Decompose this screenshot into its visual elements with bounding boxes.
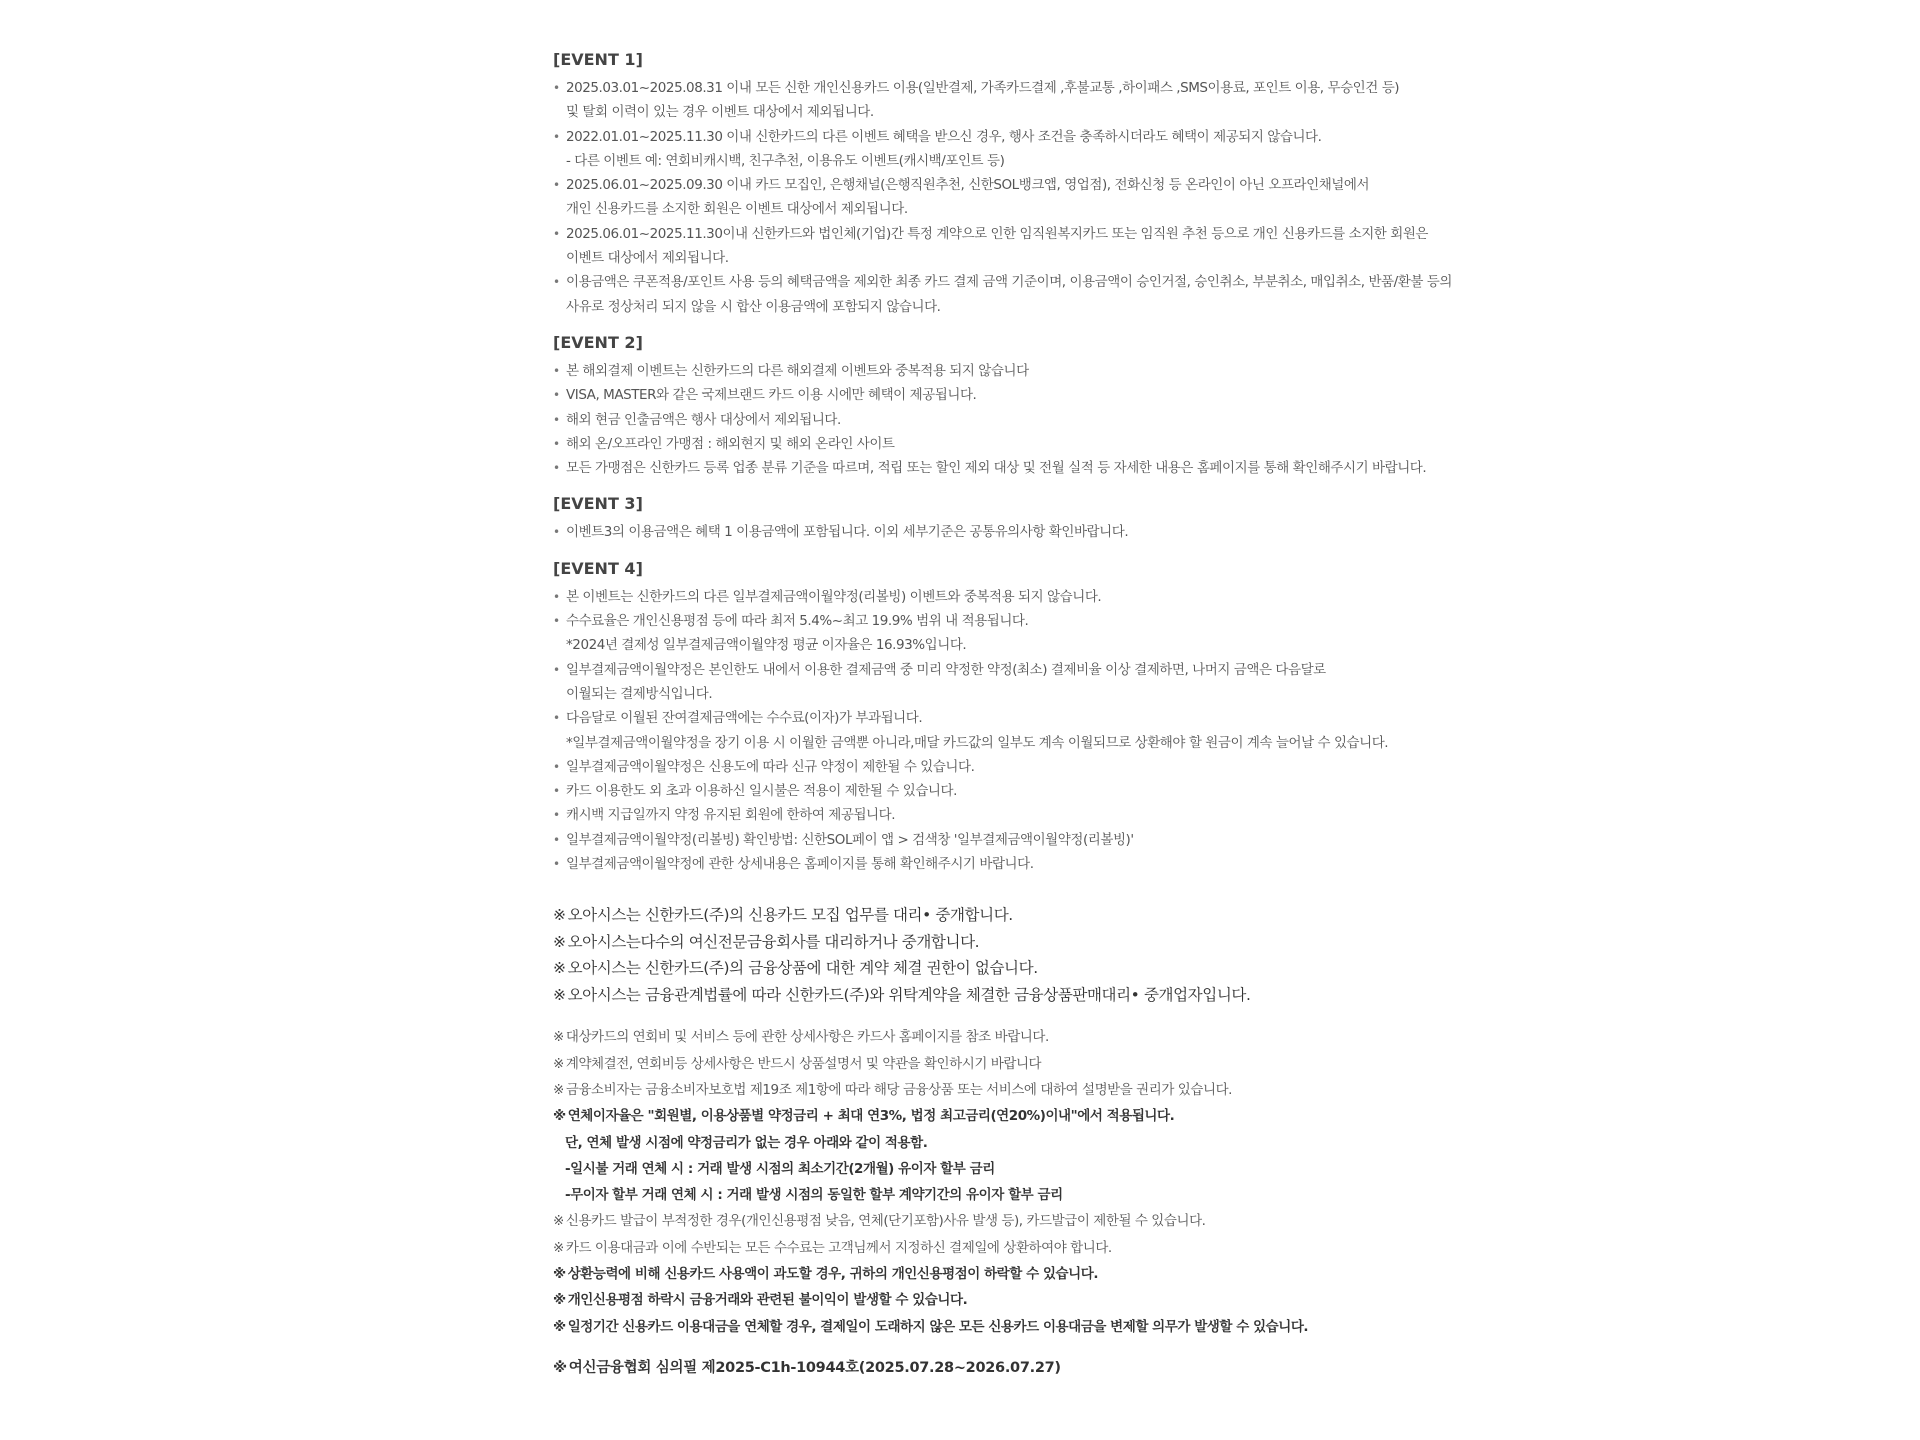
- event-item: [553, 432, 1553, 456]
- general-notice: [553, 1051, 1553, 1077]
- event-title: [EVENT 3]: [553, 494, 643, 514]
- general-notice-text: 단, 연체 발생 시점에 약정금리가 없는 경우 아래와 같이 적용함.: [565, 1134, 928, 1151]
- reference-mark: ※: [553, 906, 566, 925]
- reference-mark: ※: [553, 1213, 564, 1230]
- event-item-list: [553, 76, 1553, 319]
- general-notice-text: 일정기간 신용카드 이용대금을 연체할 경우, 결제일이 도래하지 않은 모든 신용카드 이용대금을 변제할 의무가 발생할 수 있습니다.: [567, 1318, 1309, 1335]
- event-item: [553, 408, 1553, 432]
- reference-mark: ※: [553, 1265, 566, 1282]
- general-notice-line: [553, 1077, 1553, 1103]
- general-notice-line: [553, 1130, 1553, 1156]
- general-notice-text: -일시불 거래 연체 시 : 거래 발생 시점의 최소기간(2개월) 유이자 할부 금리: [565, 1160, 995, 1177]
- approval-mark: ※: [553, 1359, 567, 1376]
- event-item-line: • 일부결제금액이월약정은 신용도에 따라 신규 약정이 제한될 수 있습니다.: [566, 758, 975, 775]
- general-notice-line: [553, 1103, 1553, 1129]
- event-item: [553, 706, 1553, 755]
- general-notice-text: 금융소비자는 금융소비자보호법 제19조 제1항에 따라 해당 금융상품 또는 서비스에 대하여 설명받을 권리가 있습니다.: [565, 1081, 1233, 1098]
- general-notice: [553, 1208, 1553, 1234]
- event-item: [553, 125, 1553, 174]
- agent-notice: [553, 929, 1553, 956]
- event-item-line: • 다음달로 이월된 잔여결제금액에는 수수료(이자)가 부과됩니다.: [566, 710, 923, 727]
- event-item-line: • 2022.01.01~2025.11.30 이내 신한카드의 다른 이벤트 혜택을 받으신 경우, 행사 조건을 충족하시더라도 혜택이 제공되지 않습니다.: [566, 128, 1322, 145]
- agent-notice-text: 오아시스는 신한카드(주)의 금융상품에 대한 계약 체결 권한이 없습니다.: [567, 959, 1038, 978]
- agent-notice-list: [553, 902, 1553, 1008]
- event-item-line: • 일부결제금액이월약정은 본인한도 내에서 이용한 결제금액 중 미리 약정한 약정(최소) 결제비율 이상 결제하면, 나머지 금액은 다음달로: [566, 661, 1326, 678]
- reference-mark: ※: [553, 985, 566, 1004]
- agent-notice-text: 오아시스는다수의 여신전문금융회사를 대리하거나 중개합니다.: [567, 932, 980, 951]
- event-item-line: • 카드 이용한도 외 초과 이용하신 일시불은 적용이 제한될 수 있습니다.: [566, 783, 957, 800]
- notice-document: [553, 48, 1553, 1377]
- general-notice-text: 연체이자율은 "회원별, 이용상품별 약정금리 + 최대 연3%, 법정 최고금리(연20%)이내"에서 적용됩니다.: [567, 1108, 1175, 1125]
- event-item-line: • 본 해외결제 이벤트는 신한카드의 다른 해외결제 이벤트와 중복적용 되지 않습니다: [566, 362, 1029, 379]
- event-item: [553, 585, 1553, 609]
- general-notice: [553, 1077, 1553, 1103]
- general-notice: [553, 1024, 1553, 1050]
- agent-notice: [553, 955, 1553, 982]
- event-item-line: • 2025.06.01~2025.09.30 이내 카드 모집인, 은행채널(은행직원추천, 신한SOL뱅크앱, 영업점), 전화신청 등 온라인이 아닌 오프라인채널에서: [566, 177, 1370, 194]
- event-item-line: *2024년 결제성 일부결제금액이월약정 평균 이자율은 16.93%입니다.: [566, 637, 967, 654]
- event-item: [553, 779, 1553, 803]
- reference-mark: ※: [553, 1292, 566, 1309]
- event-item: [553, 173, 1553, 222]
- general-notice-line: [553, 1051, 1553, 1077]
- reference-mark: ※: [553, 1108, 566, 1125]
- general-notice: [553, 1235, 1553, 1261]
- reference-mark: ※: [553, 1081, 564, 1098]
- event-item: [553, 828, 1553, 852]
- event-item: [553, 755, 1553, 779]
- event-item-line: • 해외 온/오프라인 가맹점 : 해외현지 및 해외 온라인 사이트: [566, 435, 895, 452]
- general-notice: [553, 1103, 1553, 1208]
- general-notice-text: 신용카드 발급이 부적정한 경우(개인신용평점 낮음, 연체(단기포함)사유 발생 등), 카드발급이 제한될 수 있습니다.: [565, 1213, 1206, 1230]
- event-item-line: • VISA, MASTER와 같은 국제브랜드 카드 이용 시에만 혜택이 제공됩니다.: [566, 387, 977, 404]
- agent-notice-text: 오아시스는 금융관계법률에 따라 신한카드(주)와 위탁계약을 체결한 금융상품판매대리• 중개업자입니다.: [567, 985, 1251, 1004]
- general-notice: [553, 1261, 1553, 1287]
- approval-number: [553, 1356, 1553, 1377]
- event-title: [EVENT 1]: [553, 50, 643, 69]
- event-item-list: [553, 585, 1553, 877]
- event-item-line: • 모든 가맹점은 신한카드 등록 업종 분류 기준을 따르며, 적립 또는 할인 제외 대상 및 전월 실적 등 자세한 내용은 홈페이지를 통해 확인해주시기 바랍니다.: [566, 460, 1427, 477]
- general-notice-text: 카드 이용대금과 이에 수반되는 모든 수수료는 고객님께서 지정하신 결제일에 상환하여야 합니다.: [565, 1239, 1112, 1256]
- event-item: [553, 359, 1553, 383]
- event-item-line: 이월되는 결제방식입니다.: [566, 685, 713, 702]
- reference-mark: ※: [553, 1029, 564, 1046]
- event-title: [EVENT 2]: [553, 332, 643, 352]
- reference-mark: ※: [553, 1239, 564, 1256]
- event-item-list: [553, 520, 1553, 544]
- event-item-line: • 수수료율은 개인신용평점 등에 따라 최저 5.4%~최고 19.9% 범위 내 적용됩니다.: [566, 613, 1029, 630]
- event-item-line: • 캐시백 지급일까지 약정 유지된 회원에 한하여 제공됩니다.: [566, 807, 896, 824]
- event-section-2: [553, 331, 1553, 480]
- event-item-line: 사유로 정상처리 되지 않을 시 합산 이용금액에 포함되지 않습니다.: [566, 298, 941, 315]
- event-item-line: 및 탈회 이력이 있는 경우 이벤트 대상에서 제외됩니다.: [566, 104, 874, 121]
- general-notice-line: [553, 1235, 1553, 1261]
- event-item: [553, 852, 1553, 876]
- general-notice-line: [553, 1261, 1553, 1287]
- general-notice-line: [553, 1287, 1553, 1313]
- event-section-4: [553, 557, 1553, 877]
- event-item: [553, 383, 1553, 407]
- event-item: [553, 222, 1553, 271]
- general-notice-line: [553, 1314, 1553, 1340]
- general-notice-line: [553, 1156, 1553, 1182]
- event-item: [553, 803, 1553, 827]
- agent-notice-text: 오아시스는 신한카드(주)의 신용카드 모집 업무를 대리• 중개합니다.: [567, 906, 1013, 925]
- reference-mark: ※: [553, 959, 566, 978]
- general-notice-line: [553, 1182, 1553, 1208]
- event-item: [553, 456, 1553, 480]
- event-item-line: • 2025.03.01~2025.08.31 이내 모든 신한 개인신용카드 이용(일반결제, 가족카드결제 ,후불교통 ,하이패스 ,SMS이용료, 포인트 이용, 무승인건 등): [566, 80, 1400, 96]
- general-notice-line: [553, 1208, 1553, 1234]
- event-item: [553, 609, 1553, 658]
- event-item-line: *일부결제금액이월약정을 장기 이용 시 이월한 금액뿐 아니라,매달 카드값의 일부도 계속 이월되므로 상환해야 할 원금이 계속 늘어날 수 있습니다.: [566, 734, 1389, 751]
- event-sections: [553, 48, 1553, 876]
- reference-mark: ※: [553, 932, 566, 951]
- general-notice: [553, 1314, 1553, 1340]
- reference-mark: ※: [553, 1055, 564, 1072]
- general-notice-text: 대상카드의 연회비 및 서비스 등에 관한 상세사항은 카드사 홈페이지를 참조 바랍니다.: [565, 1029, 1049, 1046]
- event-section-1: [553, 48, 1553, 319]
- event-item-line: 이벤트 대상에서 제외됩니다.: [566, 250, 729, 267]
- event-item-line: • 일부결제금액이월약정(리볼빙) 확인방법: 신한SOL페이 앱 > 검색창 '일부결제금액이월약정(리볼빙)': [566, 831, 1134, 848]
- event-item: [553, 76, 1553, 125]
- event-item: [553, 270, 1553, 319]
- event-item-line: • 해외 현금 인출금액은 행사 대상에서 제외됩니다.: [566, 411, 841, 428]
- general-notice-text: 계약체결전, 연회비등 상세사항은 반드시 상품설명서 및 약관을 확인하시기 바랍니다: [565, 1055, 1042, 1072]
- event-item-line: • 2025.06.01~2025.11.30이내 신한카드와 법인체(기업)간 특정 계약으로 인한 임직원복지카드 또는 임직원 추천 등으로 개인 신용카드를 소지한 회원은: [566, 225, 1429, 242]
- event-item-line: • 이용금액은 쿠폰적용/포인트 사용 등의 혜택금액을 제외한 최종 카드 결제 금액 기준이며, 이용금액이 승인거절, 승인취소, 부분취소, 매입취소, 반품/환불 등의: [566, 274, 1452, 291]
- event-item-line: • 일부결제금액이월약정에 관한 상세내용은 홈페이지를 통해 확인해주시기 바랍니다.: [566, 856, 1034, 873]
- agent-notice: [553, 982, 1553, 1009]
- general-notice-list: [553, 1024, 1553, 1340]
- general-notice-line: [553, 1024, 1553, 1050]
- event-section-3: [553, 492, 1553, 544]
- event-item-line: • 이벤트3의 이용금액은 혜택 1 이용금액에 포함됩니다. 이외 세부기준은 공통유의사항 확인바랍니다.: [566, 524, 1129, 541]
- general-notice-text: 개인신용평점 하락시 금융거래와 관련된 불이익이 발생할 수 있습니다.: [567, 1292, 968, 1309]
- general-notice: [553, 1287, 1553, 1313]
- approval-text: 여신금융협회 심의필 제2025-C1h-10944호(2025.07.28~2026.07.27): [568, 1359, 1061, 1376]
- event-item-line: • 본 이벤트는 신한카드의 다른 일부결제금액이월약정(리볼빙) 이벤트와 중복적용 되지 않습니다.: [566, 588, 1102, 605]
- reference-mark: ※: [553, 1318, 566, 1335]
- event-title: [EVENT 4]: [553, 558, 643, 578]
- event-item-list: [553, 359, 1553, 480]
- event-item-line: - 다른 이벤트 예: 연회비캐시백, 친구추천, 이용유도 이벤트(캐시백/포인트 등): [566, 152, 1005, 169]
- general-notice-text: -무이자 할부 거래 연체 시 : 거래 발생 시점의 동일한 할부 계약기간의 유이자 할부 금리: [565, 1187, 1063, 1204]
- agent-notice: [553, 902, 1553, 929]
- general-notice-text: 상환능력에 비해 신용카드 사용액이 과도할 경우, 귀하의 개인신용평점이 하락할 수 있습니다.: [567, 1265, 1099, 1282]
- event-item-line: 개인 신용카드를 소지한 회원은 이벤트 대상에서 제외됩니다.: [566, 201, 908, 218]
- event-item: [553, 520, 1553, 544]
- event-item: [553, 658, 1553, 707]
